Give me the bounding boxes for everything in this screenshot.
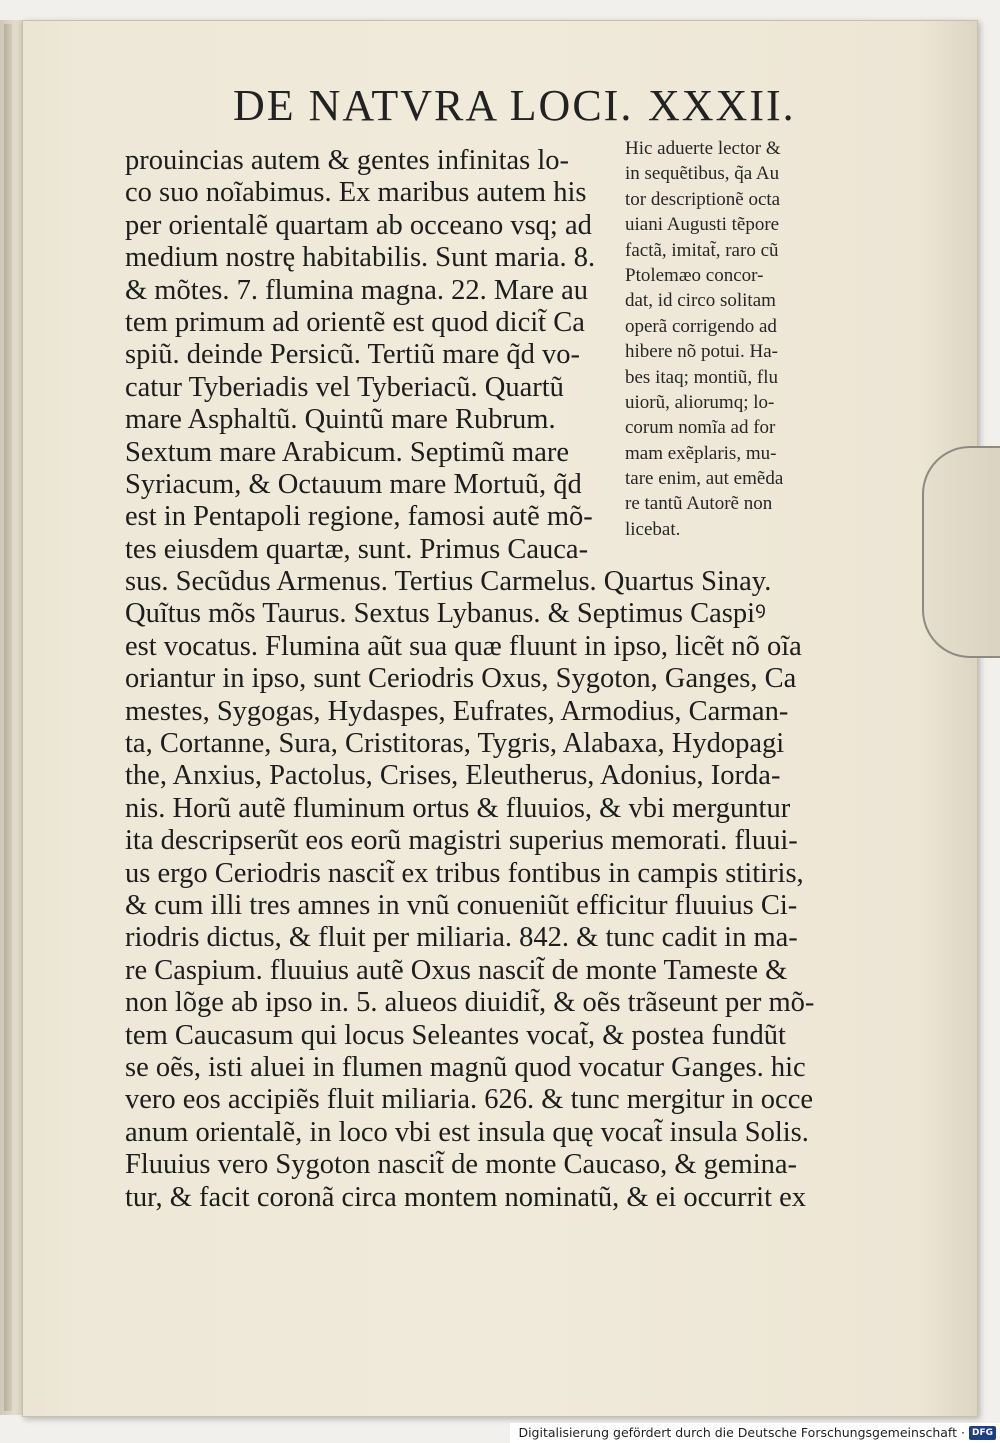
text-line: anum orientalẽ, in loco vbi est insula quę vocat̃ insula Solis. [125,1116,809,1148]
marginal-line: mam exẽplaris, mu- [625,442,777,464]
text-line: co suo noĩabimus. Ex maribus autem his [125,177,587,209]
text-line: oriantur in ipso, sunt Ceriodris Oxus, Sygoton, Ganges, Ca [125,663,797,695]
text-line: medium nostrę habitabilis. Sunt maria. 8. [125,242,596,274]
text-line: tem Caucasum qui locus Seleantes vocat̃, & postea fundũt [125,1019,786,1051]
marginal-line: corum nomĩa ad for [625,417,776,439]
main-text-block [125,145,825,1214]
dfg-logo: DFG [969,1426,996,1440]
text-line: Quĩtus mõs Taurus. Sextus Lybanus. & Septimus Caspiꝰ [125,598,766,630]
text-line: sus. Secũdus Armenus. Tertius Carmelus. Quartus Sinay. [125,566,772,598]
separator: · [961,1425,965,1440]
text-line: Fluuius vero Sygoton nascit̃ de monte Caucaso, & gemina- [125,1149,798,1181]
marginal-line: in sequẽtibus, q̃a Au [625,163,780,185]
text-line: & mõtes. 7. flumina magna. 22. Mare au [125,274,589,306]
marginal-line: licebat. [625,518,681,540]
text-line: riodris dictus, & fluit per miliaria. 842. & tunc cadit in ma- [125,922,798,954]
text-line: tem primum ad orientẽ est quod dicit̃ Ca [125,306,585,338]
marginal-line: hibere nõ potui. Ha- [625,341,779,363]
text-line: nis. Horũ autẽ fluminum ortus & fluuios, & vbi merguntur [125,792,791,824]
marginal-line: tor descriptionẽ octa [625,188,781,210]
text-line: non lõge ab ipso in. 5. alueos diuidit̃, & oẽs trãseunt per mõ- [125,987,815,1019]
text-line: mare Asphaltũ. Quintũ mare Rubrum. [125,404,556,436]
text-line: Syriacum, & Octauum mare Mortuũ, q̃d [125,468,582,500]
text-line: ta, Cortanne, Sura, Cristitoras, Tygris, Alabaxa, Hydopagi [125,728,785,760]
dfg-credit-text: Digitalisierung gefördert durch die Deutsche Forschungsgemeinschaft [518,1425,957,1440]
text-line: est vocatus. Flumina aũt sua quæ fluunt in ipso, licẽt nõ oĩa [125,630,802,662]
text-line: the, Anxius, Pactolus, Crises, Eleutherus, Adonius, Iorda- [125,760,781,792]
folio-number: XXXII. [648,81,796,130]
text-line: spiũ. deinde Persicũ. Tertiũ mare q̃d vo- [125,339,580,371]
text-line: tes eiusdem quartæ, sunt. Primus Cauca- [125,533,589,565]
text-line: est in Pentapoli regione, famosi autẽ mõ- [125,501,593,533]
text-line: mestes, Sygogas, Hydaspes, Eufrates, Armodius, Carman- [125,695,789,727]
header-title: DE NATVRA LOCI. [233,81,634,130]
marginal-line: operã corrigendo ad [625,315,777,337]
page-bookmark-tab [922,446,1000,658]
text-line: us ergo Ceriodris nascit̃ ex tribus fontibus in campis stitiris, [125,857,804,889]
marginal-line: re tantũ Autorẽ non [625,493,773,515]
marginal-line: tare enim, aut emẽda [625,468,784,490]
text-line: re Caspium. fluuius autẽ Oxus nascit̃ de monte Tameste & [125,954,788,986]
text-line: tur, & facit coronã circa montem nominatũ, & ei occurrit ex [125,1181,807,1213]
marginal-line: dat, id circo solitam [625,290,776,312]
text-line: prouincias autem & gentes infinitas lo- [125,145,570,176]
marginal-line: Ptolemæo concor- [625,264,764,286]
marginal-line: uiani Augusti tẽpore [625,214,780,236]
marginal-line: Hic aduerte lector & [625,138,781,159]
text-line: & cum illi tres amnes in vnũ conueniũt efficitur fluuius Ci- [125,889,798,921]
text-line: per orientalẽ quartam ab occeano vsq; ad [125,209,592,241]
marginal-line: bes itaq; montiũ, flu [625,366,779,388]
dfg-credit-bar [510,1423,1000,1443]
text-line: ita descripserũt eos eorũ magistri superius memorati. fluui- [125,825,798,857]
marginal-line: uiorũ, aliorumq; lo- [625,391,775,413]
text-line: catur Tyberiadis vel Tyberiacũ. Quartũ [125,371,564,403]
marginal-line: factã, imitat̃, raro cũ [625,239,779,261]
text-line: vero eos accipiẽs fluit miliaria. 626. & tunc mergitur in occe [125,1084,814,1116]
text-line: se oẽs, isti aluei in flumen magnũ quod vocatur Ganges. hic [125,1051,806,1083]
text-line: Sextum mare Arabicum. Septimũ mare [125,436,570,468]
